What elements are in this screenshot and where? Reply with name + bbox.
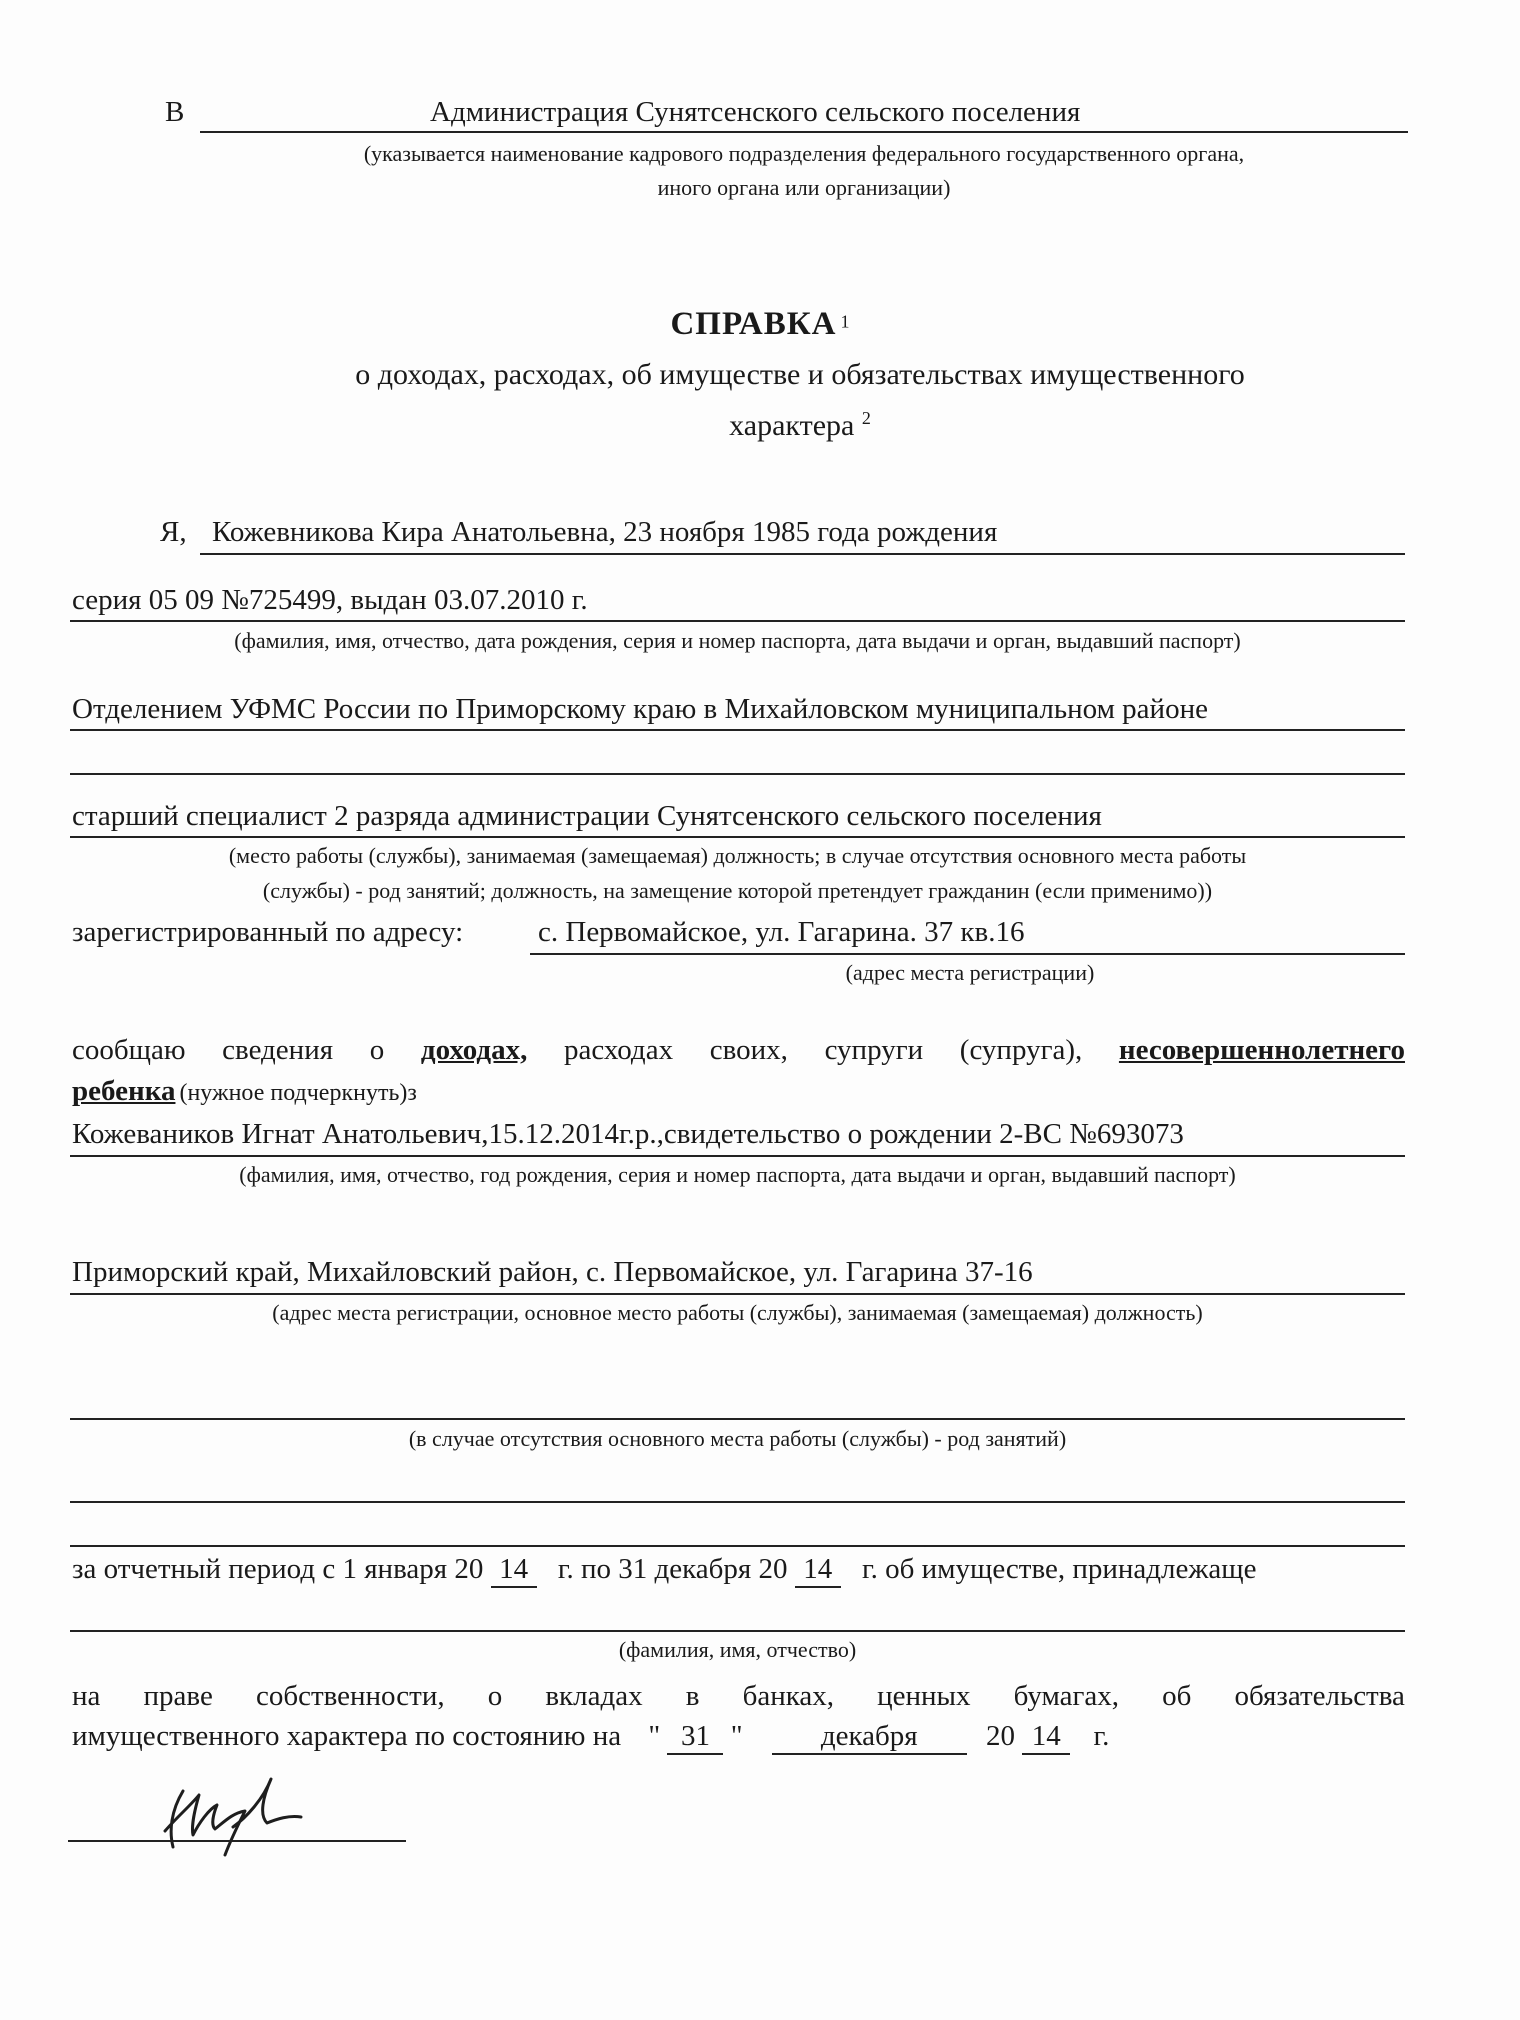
declarant-passport: серия 05 09 №725499, выдан 03.07.2010 г. (72, 584, 588, 616)
title-main: СПРАВКА (670, 306, 837, 342)
date-quote-open: " (648, 1720, 661, 1752)
title-subtitle-line2-wrap (0, 408, 1520, 443)
position-caption-line2: (службы) - род занятий; должность, на замещение которой претендует гражданин (если применимо)) (262, 878, 1213, 903)
ownership-word: в (685, 1680, 700, 1712)
ownership-word: бумагах, (1013, 1680, 1119, 1712)
date-year-suffix: г. (1093, 1720, 1110, 1752)
address-underline (530, 953, 1405, 955)
child-address: Приморский край, Михайловский район, с. Первомайское, ул. Гагарина 37-16 (72, 1256, 1033, 1288)
recipient-caption-line1: (указывается наименование кадрового подразделения федерального государственного органа, (363, 141, 1245, 166)
signature-image (155, 1765, 315, 1860)
address-label: зарегистрированный по адресу: (72, 916, 464, 948)
position-caption-line1: (место работы (службы), занимаемая (замещаемая) должность; в случае отсутствия основного места работы (228, 843, 1247, 868)
signature-underline (68, 1840, 406, 1842)
date-month: декабря (772, 1720, 967, 1755)
subtitle-footnote-mark: 2 (861, 408, 871, 428)
declarant-name-dob: Кожевникова Кира Анатольевна, 23 ноября 1985 года рождения (212, 516, 998, 548)
report-word-child: ребенка (72, 1075, 176, 1107)
issuer-underline (70, 729, 1405, 731)
recipient-underline (200, 131, 1408, 133)
owner-name-underline (70, 1630, 1405, 1632)
date-day: 31 (667, 1720, 723, 1755)
period-line (72, 1553, 1405, 1588)
report-word: супруги (824, 1034, 924, 1066)
blank-underline-2 (70, 1501, 1405, 1503)
position-underline (70, 836, 1405, 838)
child-info-underline (70, 1155, 1405, 1157)
declarant-address: с. Первомайское, ул. Гагарина. 37 кв.16 (538, 916, 1025, 948)
child-info: Кожеваников Игнат Анатольевич,15.12.2014г.р.,свидетельство о рождении 2-ВС №693073 (72, 1118, 1184, 1150)
ownership-word: банках, (742, 1680, 834, 1712)
ownership-word: вкладах (545, 1680, 643, 1712)
report-word: сведения (222, 1034, 334, 1066)
period-year-to: 14 (795, 1553, 841, 1588)
report-word-incomes: доходах, (420, 1034, 528, 1066)
passport-issuer: Отделением УФМС России по Приморскому краю в Михайловском муниципальном районе (72, 693, 1208, 725)
ownership-line (72, 1680, 1405, 1713)
period-text-end: г. об имуществе, принадлежаще (862, 1553, 1257, 1585)
state-date-text: имущественного характера по состоянию на (72, 1720, 622, 1752)
report-word: о (369, 1034, 385, 1066)
date-year: 14 (1022, 1720, 1070, 1755)
address-caption: (адрес места регистрации) (845, 960, 1095, 985)
underline-hint: (нужное подчеркнуть)з (179, 1080, 417, 1106)
occupation-caption: (в случае отсутствия основного места работы (службы) - род занятий) (408, 1426, 1067, 1451)
ownership-word: о (487, 1680, 503, 1712)
title-subtitle-line2: характера (729, 409, 855, 442)
document-title (0, 306, 1520, 343)
report-word: сообщаю (72, 1034, 186, 1066)
date-quote-close: " (730, 1720, 743, 1752)
declarant-prefix: Я, (160, 516, 187, 548)
child-address-underline (70, 1293, 1405, 1295)
blank-underline-3 (70, 1545, 1405, 1547)
child-address-caption: (адрес места регистрации, основное место работы (службы), занимаемая (замещаемая) должность) (272, 1300, 1203, 1325)
recipient-organization: Администрация Сунятсенского сельского поселения (430, 96, 1081, 128)
report-word-minor: несовершеннолетнего (1118, 1034, 1405, 1066)
period-text-start: за отчетный период с 1 января 20 (72, 1553, 484, 1585)
report-word: своих, (709, 1034, 788, 1066)
ownership-word: собственности, (255, 1680, 445, 1712)
title-footnote-mark: 1 (840, 311, 850, 332)
occupation-underline (70, 1418, 1405, 1420)
report-word: (супруга), (959, 1034, 1083, 1066)
state-date-line (72, 1720, 1109, 1755)
ownership-word: на (72, 1680, 101, 1712)
declarant-position: старший специалист 2 разряда администрации Сунятсенского сельского поселения (72, 800, 1102, 832)
report-line-2 (72, 1075, 417, 1108)
date-year-prefix: 20 (986, 1720, 1016, 1752)
period-year-from: 14 (491, 1553, 537, 1588)
blank-underline-1 (70, 773, 1405, 775)
passport-underline (70, 620, 1405, 622)
recipient-caption-line2: иного органа или организации) (657, 175, 951, 200)
declarant-name-underline (200, 553, 1405, 555)
title-subtitle-line1: о доходах, расходах, об имуществе и обязательствах имущественного (355, 358, 1245, 391)
period-text-mid: г. по 31 декабря 20 (557, 1553, 788, 1585)
ownership-word: обязательства (1234, 1680, 1405, 1712)
passport-caption: (фамилия, имя, отчество, дата рождения, серия и номер паспорта, дата выдачи и орган, выдавший паспорт) (234, 628, 1241, 653)
report-line (72, 1034, 1405, 1067)
ownership-word: ценных (877, 1680, 971, 1712)
child-info-caption: (фамилия, имя, отчество, год рождения, серия и номер паспорта, дата выдачи и орган, выдавший паспорт) (239, 1162, 1236, 1187)
recipient-prefix: В (165, 96, 185, 128)
ownership-word: праве (143, 1680, 213, 1712)
owner-name-caption: (фамилия, имя, отчество) (618, 1637, 857, 1662)
report-word: расходах (564, 1034, 674, 1066)
ownership-word: об (1162, 1680, 1192, 1712)
